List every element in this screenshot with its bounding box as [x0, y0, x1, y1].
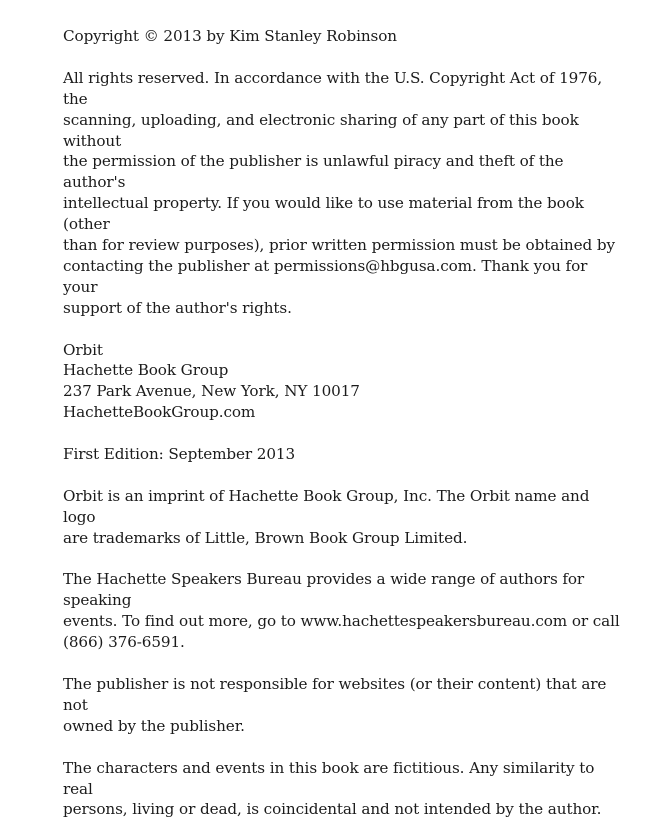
fiction-disclaimer-paragraph: The characters and events in this book are fictitious. Any similarity to real persons, living or dead, is coincidental and not intended by the author. — [63, 758, 602, 819]
copyright-line: Copyright © 2013 by Kim Stanley Robinson — [63, 27, 397, 45]
rights-paragraph: All rights reserved. In accordance with the U.S. Copyright Act of 1976, the scanning, uploading, and electronic sharing of any part of this book without the permission of the publisher is unlawful piracy and theft of the author's intellectual property. If you would like to use material from the book (other than for review purposes), prior written permission must be obtained by contacting the publisher at permissions@hbgusa.com. Thank you for your support of the author's rights. — [63, 68, 615, 317]
edition-line: First Edition: September 2013 — [63, 445, 296, 464]
copyright-page — [63, 26, 623, 820]
speakers-bureau-paragraph: The Hachette Speakers Bureau provides a wide range of authors for speaking events. To find out more, go to www.hachettespeakersbureau.com or call (866) 376-6591. — [63, 570, 620, 652]
publisher-address-block: Orbit Hachette Book Group 237 Park Avenue, New York, NY 10017 HachetteBookGroup.com — [63, 340, 360, 422]
websites-disclaimer-paragraph: The publisher is not responsible for websites (or their content) that are not owned by the publisher. — [63, 675, 607, 735]
imprint-paragraph: Orbit is an imprint of Hachette Book Group, Inc. The Orbit name and logo are trademarks of Little, Brown Book Group Limited. — [63, 486, 590, 547]
